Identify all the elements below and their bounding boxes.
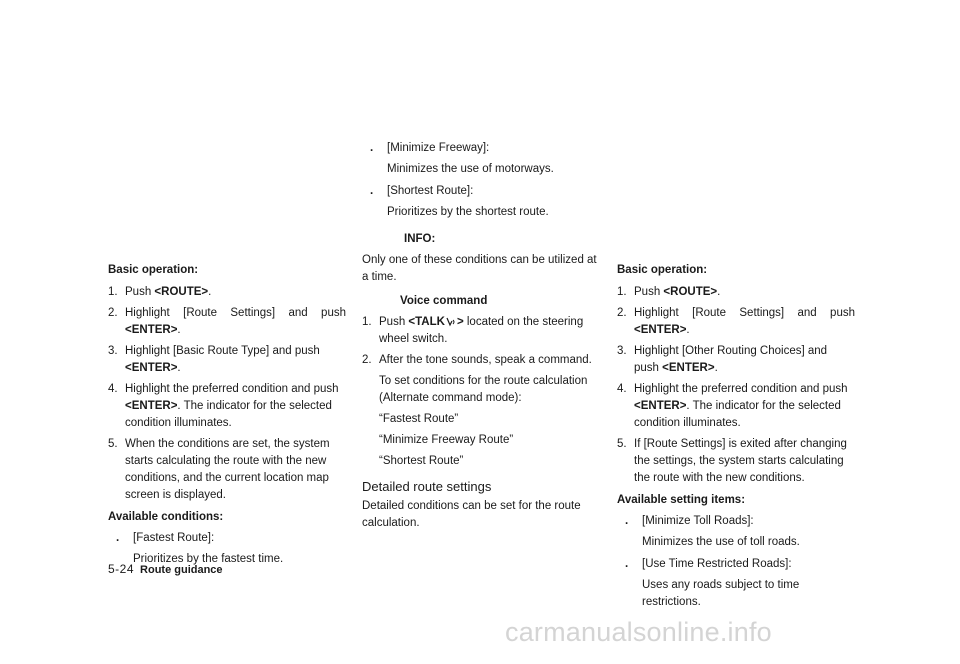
- list-item: 1. Push <ROUTE>.: [617, 286, 721, 298]
- available-setting-items-heading: Available setting items:: [617, 494, 746, 506]
- bullet-minimize-freeway: . [Minimize Freeway]: Minimizes the use of motorways.: [370, 142, 554, 175]
- voice-command-shortest: “Shortest Route”: [379, 455, 464, 467]
- list-item: 3. Highlight [Basic Route Type] and push <ENTER>.: [108, 345, 320, 374]
- voice-subtext: To set conditions for the route calculation (Alternate command mode):: [379, 375, 588, 404]
- list-item: 5. When the conditions are set, the system starts calculating the route with the new conditions, and the current location map screen is displayed.: [108, 438, 330, 501]
- info-text: Only one of these conditions can be utilized at a time.: [362, 254, 597, 283]
- list-item: 4. Highlight the preferred condition and push <ENTER>. The indicator for the selected condition illuminates.: [617, 383, 848, 429]
- detailed-route-settings-title: Detailed route settings: [362, 479, 492, 494]
- voice-command-fastest: “Fastest Route”: [379, 413, 459, 425]
- info-heading: INFO:: [404, 233, 436, 245]
- list-item: 4. Highlight the preferred condition and push <ENTER>. The indicator for the selected condition illuminates.: [108, 383, 339, 429]
- available-conditions-heading: Available conditions:: [108, 511, 224, 523]
- voice-command-minimize-freeway: “Minimize Freeway Route”: [379, 434, 514, 446]
- page-footer: [108, 561, 223, 579]
- talk-icon: [445, 317, 457, 327]
- section-name: Route guidance: [140, 564, 223, 576]
- bullet-use-time-restricted-roads: . [Use Time Restricted Roads]: Uses any roads subject to time restrictions.: [625, 558, 800, 608]
- middle-column: [362, 140, 600, 532]
- page-number: 5-24: [108, 562, 135, 576]
- detailed-route-settings-text: Detailed conditions can be set for the route calculation.: [362, 500, 581, 529]
- list-item: 1. Push <ROUTE>.: [108, 286, 212, 298]
- bullet-shortest-route: . [Shortest Route]: Prioritizes by the shortest route.: [370, 185, 549, 218]
- voice-command-heading: Voice command: [400, 295, 488, 307]
- bullet-fastest-route: . [Fastest Route]: Prioritizes by the fastest time.: [116, 532, 284, 565]
- left-column: [108, 262, 346, 568]
- basic-operation-heading: Basic operation:: [617, 264, 708, 276]
- basic-operation-heading: Basic operation:: [108, 264, 199, 276]
- list-item: 1. Push <TALK > located on the steering wheel switch.: [362, 316, 584, 345]
- list-item: 2. Highlight [Route Settings] and push <ENTER>.: [108, 307, 346, 336]
- watermark: carmanualsonline.info: [505, 617, 772, 647]
- list-item: 3. Highlight [Other Routing Choices] and push <ENTER>.: [617, 345, 828, 374]
- list-item: 2. Highlight [Route Settings] and push <ENTER>.: [617, 307, 855, 336]
- list-item: 5. If [Route Settings] is exited after changing the settings, the system starts calculating the route with the new conditions.: [617, 438, 847, 484]
- list-item: 2. After the tone sounds, speak a command.: [362, 354, 592, 366]
- right-column: [617, 262, 855, 611]
- bullet-minimize-toll-roads: . [Minimize Toll Roads]: Minimizes the use of toll roads.: [625, 515, 800, 548]
